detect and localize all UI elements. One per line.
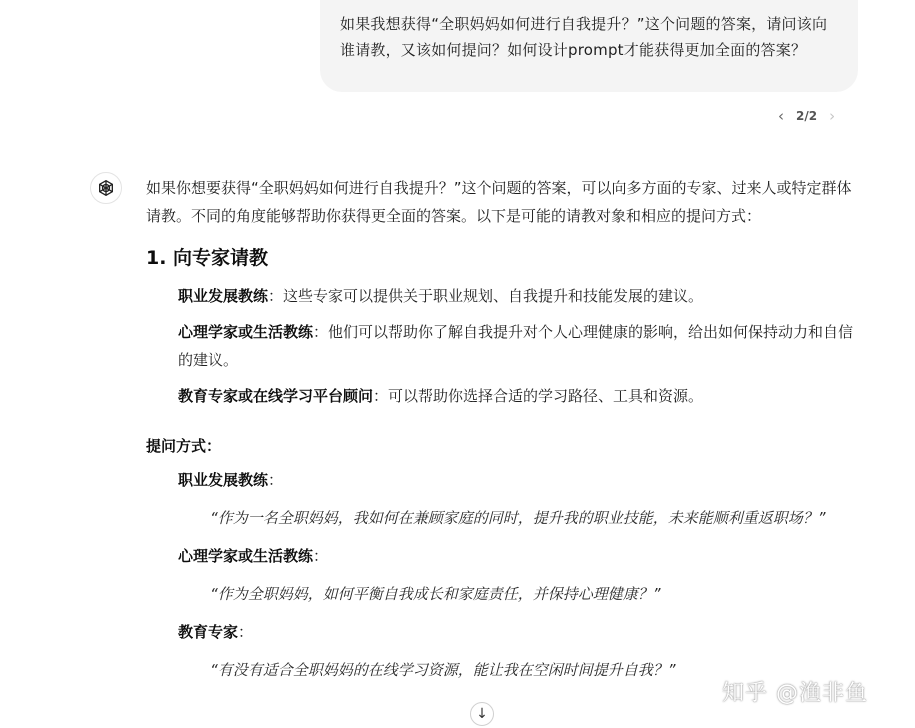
openai-logo-icon <box>96 178 116 198</box>
expert-title: 职业发展教练 <box>178 287 269 305</box>
question-target-name: 教育专家 <box>178 623 239 641</box>
expert-title: 教育专家或在线学习平台顾问 <box>178 387 374 405</box>
question-quote: “有没有适合全职妈妈的在线学习资源，能让我在空闲时间提升自我？” <box>210 661 676 679</box>
section-heading: 1. 向专家请教 <box>146 247 269 269</box>
reply-intro: 如果你想要获得“全职妈妈如何进行自我提升？”这个问题的答案，可以向多方面的专家、过来人或特定群体请教。不同的角度能够帮助你获得更全面的答案。以下是可能的请教对象和相应的提问方式： <box>146 179 852 225</box>
question-quote: “作为一名全职妈妈，我如何在兼顾家庭的同时，提升我的职业技能，未来能顺利重返职场？” <box>210 509 826 527</box>
user-message-text: 如果我想获得“全职妈妈如何进行自我提升？”这个问题的答案，请问该向谁请教，又该如何提问？如何设计prompt才能获得更加全面的答案？ <box>340 15 828 59</box>
question-target <box>178 542 858 570</box>
question-target <box>178 466 858 494</box>
assistant-avatar <box>90 172 122 204</box>
expert-item <box>178 282 858 310</box>
question-target-name: 职业发展教练 <box>178 471 269 489</box>
user-message-bubble <box>320 0 858 92</box>
assistant-reply <box>146 174 858 694</box>
watermark: 知乎 @渔非鱼 <box>722 681 868 706</box>
expert-item <box>178 318 858 374</box>
ask-heading: 提问方式： <box>146 437 222 455</box>
pager-count: 2/2 <box>796 109 818 123</box>
question-quote: “作为全职妈妈，如何平衡自我成长和家庭责任，并保持心理健康？” <box>210 585 661 603</box>
expert-title: 心理学家或生活教练 <box>178 323 314 341</box>
response-pager <box>770 106 843 126</box>
expert-desc: ：可以帮助你选择合适的学习路径、工具和资源。 <box>373 387 704 405</box>
expert-item <box>178 382 858 410</box>
expert-desc: ：他们可以帮助你了解自我提升对个人心理健康的影响，给出如何保持动力和自信的建议。 <box>178 323 854 369</box>
expert-desc: ：这些专家可以提供关于职业规划、自我提升和技能发展的建议。 <box>268 287 704 305</box>
question-target <box>178 618 858 646</box>
chevron-right-icon[interactable]: › <box>829 107 836 125</box>
scroll-down-button[interactable] <box>470 702 494 726</box>
question-target-colon: ： <box>268 471 284 489</box>
question-target-colon: ： <box>238 623 254 641</box>
arrow-down-icon: ↓ <box>476 706 488 722</box>
question-target-colon: ： <box>313 547 329 565</box>
chevron-left-icon[interactable]: ‹ <box>778 107 784 125</box>
question-target-name: 心理学家或生活教练 <box>178 547 314 565</box>
